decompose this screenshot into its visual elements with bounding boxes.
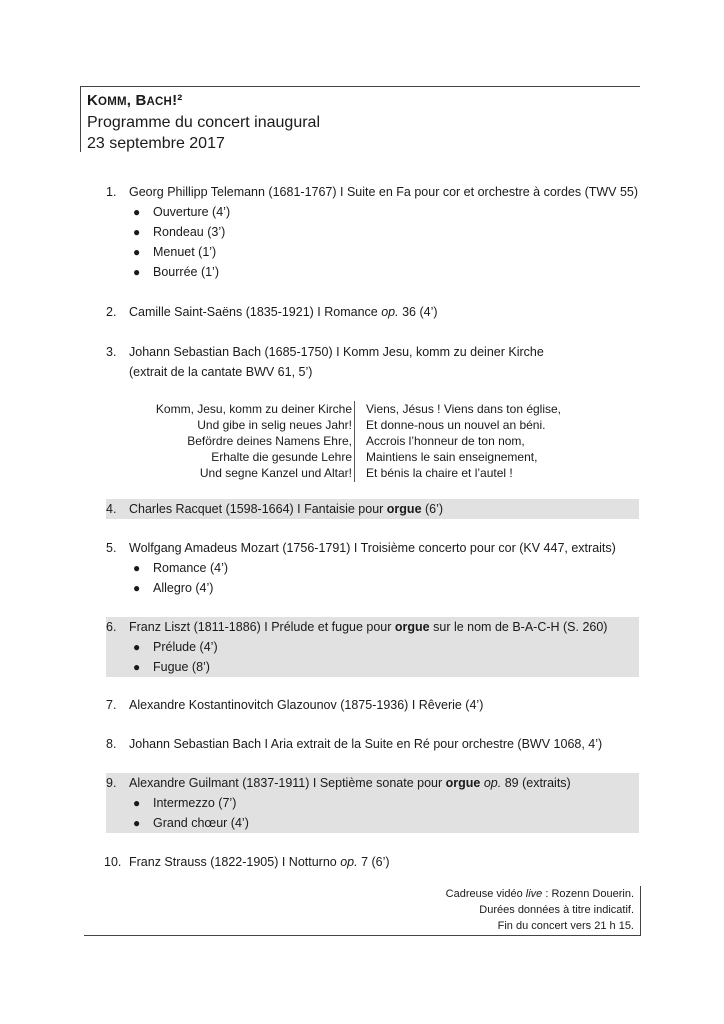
item-number: 4. [106, 502, 117, 516]
item-title: Alexandre Kostantinovitch Glazounov (1875-1936) I Rêverie (4’) [129, 698, 484, 712]
item-number: 2. [106, 305, 117, 319]
program-item-3 [106, 342, 639, 382]
movement-item: ● Intermezzo (7’) [106, 793, 639, 813]
bullet-icon: ● [133, 796, 141, 810]
program-item-7 [106, 695, 639, 715]
item-number: 8. [106, 737, 117, 751]
concert-title: KOMM, BACH!² [87, 92, 183, 109]
item-title: Alexandre Guilmant (1837-1911) I Septième sonate pour orgue op. 89 (extraits) [129, 776, 571, 790]
movement-item: ● Prélude (4’) [106, 637, 639, 657]
movement-item: ● Fugue (8’) [106, 657, 639, 677]
french-line: Et bénis la chaire et l’autel ! [366, 466, 513, 480]
movement-item: ● Allegro (4’) [106, 578, 639, 598]
movement-item: ● Romance (4’) [106, 558, 639, 578]
item-title: Camille Saint-Saëns (1835-1921) I Romance op. 36 (4’) [129, 305, 438, 319]
credits-line: Cadreuse vidéo live : Rozenn Douerin. [445, 888, 634, 900]
program-item-6 [106, 617, 639, 677]
item-title: Wolfgang Amadeus Mozart (1756-1791) I Troisième concerto pour cor (KV 447, extraits) [129, 541, 616, 555]
item-number: 10. [104, 855, 122, 869]
movement-item: ● Rondeau (3’) [106, 222, 639, 242]
bullet-icon: ● [133, 265, 141, 279]
bullet-icon: ● [133, 816, 141, 830]
bullet-icon: ● [133, 205, 141, 219]
program-item-9 [106, 773, 639, 833]
concert-subtitle: Programme du concert inaugural [87, 114, 321, 131]
program-item-5 [106, 538, 639, 598]
program-item-4 [106, 499, 639, 519]
cantata-text [150, 401, 570, 481]
item-title: Franz Strauss (1822-1905) I Notturno op. 7 (6’) [129, 855, 390, 869]
item-number: 6. [106, 620, 117, 634]
bullet-icon: ● [133, 561, 141, 575]
french-line: Accrois l’honneur de ton nom, [366, 434, 525, 448]
french-line: Et donne-nous un nouvel an béni. [366, 418, 546, 432]
item-title: Johann Sebastian Bach I Aria extrait de la Suite en Ré pour orchestre (BWV 1068, 4’) [129, 737, 603, 751]
item-title: Charles Racquet (1598-1664) I Fantaisie pour orgue (6’) [129, 502, 444, 516]
bullet-icon: ● [133, 660, 141, 674]
german-line: Erhalte die gesunde Lehre [211, 450, 352, 464]
bullet-icon: ● [133, 581, 141, 595]
program-header [80, 86, 640, 152]
item-number: 5. [106, 541, 117, 555]
movement-item: ● Ouverture (4’) [106, 202, 639, 222]
bullet-icon: ● [133, 225, 141, 239]
movement-item: ● Menuet (1’) [106, 242, 639, 262]
program-item-2 [106, 302, 639, 322]
german-line: Komm, Jesu, komm zu deiner Kirche [155, 402, 352, 416]
program-footer [84, 886, 641, 936]
concert-date: 23 septembre 2017 [87, 135, 225, 152]
program-item-8 [106, 734, 639, 754]
item-number: 7. [106, 698, 117, 712]
item-title: Franz Liszt (1811-1886) I Prélude et fugue pour orgue sur le nom de B-A-C-H (S. 260) [129, 620, 608, 634]
movement-item: ● Bourrée (1’) [106, 262, 639, 282]
bullet-icon: ● [133, 245, 141, 259]
item-number: 1. [106, 185, 117, 199]
item-title: Johann Sebastian Bach (1685-1750) I Komm Jesu, komm zu deiner Kirche [129, 345, 544, 359]
program-item-1 [106, 182, 639, 282]
item-number: 3. [106, 345, 117, 359]
item-subtitle: (extrait de la cantate BWV 61, 5’) [129, 365, 313, 379]
bullet-icon: ● [133, 640, 141, 654]
german-line: Und gibe in selig neues Jahr! [197, 418, 352, 432]
french-line: Maintiens le sain enseignement, [366, 450, 538, 464]
durations-note: Durées données à titre indicatif. [479, 904, 634, 916]
end-time-note: Fin du concert vers 21 h 15. [497, 920, 634, 932]
german-line: Befördre deines Namens Ehre, [187, 434, 352, 448]
french-line: Viens, Jésus ! Viens dans ton église, [366, 402, 562, 416]
item-title: Georg Phillipp Telemann (1681-1767) I Suite en Fa pour cor et orchestre à cordes (TWV 55) [129, 185, 639, 199]
program-item-10 [106, 852, 639, 872]
german-line: Und segne Kanzel und Altar! [199, 466, 352, 480]
item-number: 9. [106, 776, 117, 790]
movement-item: ● Grand chœur (4’) [106, 813, 639, 833]
